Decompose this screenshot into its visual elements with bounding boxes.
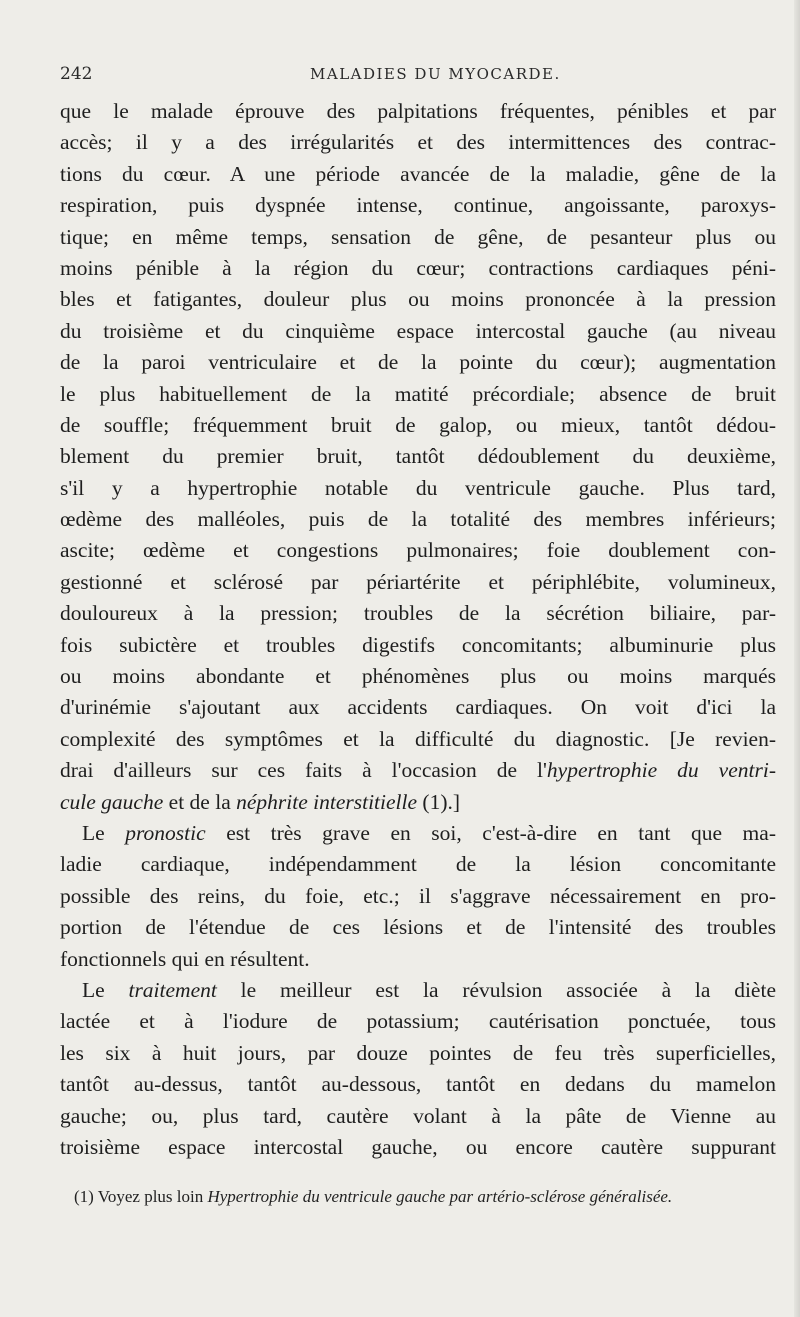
footnote-reference: Hypertrophie du ventricule gauche par artério-sclérose généralisée. — [207, 1187, 673, 1206]
text-line: tique; en même temps, sensation de gêne, de pesanteur plus ou — [60, 224, 776, 249]
text-line: d'urinémie s'ajoutant aux accidents cardiaques. On voit d'ici la — [60, 695, 776, 720]
text-line: le plus habituellement de la matité précordiale; absence de bruit — [60, 381, 776, 406]
text-line: blement du premier bruit, tantôt dédoublement du deuxième, — [60, 444, 776, 469]
text-line: de la paroi ventriculaire et de la pointe du cœur); augmentation — [60, 350, 776, 375]
text-line: œdème des malléoles, puis de la totalité des membres inférieurs; — [60, 507, 776, 532]
text-line: ou moins abondante et phénomènes plus ou moins marqués — [60, 664, 776, 689]
text-line: fois subictère et troubles digestifs concomitants; albuminurie plus — [60, 632, 776, 657]
footnote — [74, 1187, 774, 1207]
page-number: 242 — [60, 64, 93, 84]
text-line: ladie cardiaque, indépendamment de la lésion concomitante — [60, 852, 776, 877]
running-title: MALADIES DU MYOCARDE. — [310, 65, 561, 83]
text-line: drai d'ailleurs sur ces faits à l'occasion de l'hypertrophie du ventri- — [60, 758, 776, 783]
text-line: cule gauche et de la néphrite interstitielle (1).] — [60, 789, 461, 814]
text-line: troisième espace intercostal gauche, ou encore cautère suppurant — [60, 1134, 776, 1159]
text-line: lactée et à l'iodure de potassium; cautérisation ponctuée, tous — [60, 1009, 776, 1034]
footnote-marker: (1) Voyez plus loin — [74, 1187, 208, 1206]
text-line: bles et fatigantes, douleur plus ou moins prononcée à la pression — [60, 287, 776, 312]
text-line: accès; il y a des irrégularités et des intermittences des contrac- — [60, 130, 776, 155]
text-line: tions du cœur. A une période avancée de la maladie, gêne de la — [60, 161, 776, 186]
text-line: du troisième et du cinquième espace intercostal gauche (au niveau — [60, 318, 776, 343]
text-line: possible des reins, du foie, etc.; il s'aggrave nécessairement en pro- — [60, 883, 776, 908]
text-line: douloureux à la pression; troubles de la sécrétion biliaire, par- — [60, 601, 776, 626]
text-line: s'il y a hypertrophie notable du ventricule gauche. Plus tard, — [60, 475, 776, 500]
text-line: gestionné et sclérosé par périartérite et périphlébite, volumineux, — [60, 569, 776, 594]
text-line: que le malade éprouve des palpitations fréquentes, pénibles et par — [60, 99, 776, 123]
text-line: moins pénible à la région du cœur; contractions cardiaques péni- — [60, 255, 776, 280]
running-head — [60, 64, 760, 90]
text-line: ascite; œdème et congestions pulmonaires; foie doublement con- — [60, 538, 776, 563]
body-text — [60, 96, 776, 1163]
text-line: portion de l'étendue de ces lésions et de l'intensité des troubles — [60, 915, 776, 940]
page-edge-shadow — [794, 0, 800, 1317]
text-line: complexité des symptômes et la difficulté du diagnostic. [Je revien- — [60, 726, 776, 751]
text-line: tantôt au-dessus, tantôt au-dessous, tantôt en dedans du mamelon — [60, 1072, 776, 1097]
text-line: gauche; ou, plus tard, cautère volant à la pâte de Vienne au — [60, 1103, 776, 1128]
text-line: respiration, puis dyspnée intense, continue, angoissante, paroxys- — [60, 193, 776, 218]
paragraph-traitement: Le traitement le meilleur est la révulsion associée à la diète — [82, 977, 776, 1002]
text-line: fonctionnels qui en résultent. — [60, 946, 310, 971]
text-line: de souffle; fréquemment bruit de galop, ou mieux, tantôt dédou- — [60, 412, 776, 437]
text-line: les six à huit jours, par douze pointes de feu très superficielles, — [60, 1040, 776, 1065]
paragraph-pronostic: Le pronostic est très grave en soi, c'est-à-dire en tant que ma- — [82, 820, 776, 845]
